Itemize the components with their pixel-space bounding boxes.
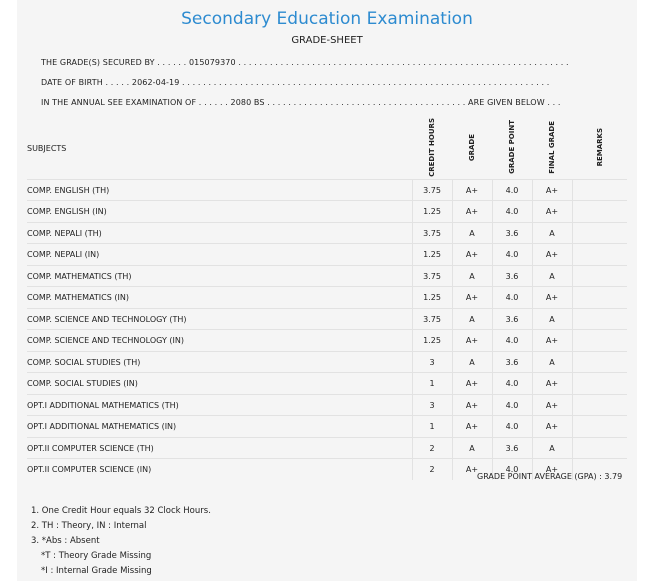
grade-point-cell: 3.6 [492,351,532,373]
final-grade-cell: A [532,308,572,330]
credit-hours-cell: 1.25 [412,330,452,352]
credit-hours-cell: 3.75 [412,222,452,244]
grade-cell: A [452,437,492,459]
subject-cell: COMP. SOCIAL STUDIES (IN) [27,373,412,395]
remarks-cell [572,437,627,459]
credit-hours-cell: 1.25 [412,244,452,266]
notes-list [31,504,211,579]
grade-cell: A [452,222,492,244]
credit-hours-cell: 3 [412,351,452,373]
remarks-cell [572,222,627,244]
subject-cell: COMP. SOCIAL STUDIES (TH) [27,351,412,373]
remarks-cell [572,394,627,416]
grade-cell: A+ [452,201,492,223]
subject-cell: OPT.I ADDITIONAL MATHEMATICS (TH) [27,394,412,416]
remarks-cell [572,201,627,223]
credit-hours-cell: 1 [412,416,452,438]
grade-cell: A [452,308,492,330]
grade-point-cell: 3.6 [492,437,532,459]
gpa-summary: GRADE POINT AVERAGE (GPA) : 3.79 [477,472,623,481]
credit-hours-cell: 2 [412,459,452,481]
final-grade-cell: A [532,437,572,459]
grade-point-cell: 4.0 [492,330,532,352]
grade-point-cell: 4.0 [492,459,532,481]
grade-point-cell: 4.0 [492,244,532,266]
grade-header: GRADE [468,133,476,162]
final-grade-cell: A+ [532,179,572,201]
final-grade-cell: A+ [532,394,572,416]
table-row [27,287,627,309]
grade-point-cell: 4.0 [492,201,532,223]
subject-cell: COMP. ENGLISH (TH) [27,179,412,201]
examination-line: IN THE ANNUAL SEE EXAMINATION OF . . . . . . 2080 BS . . . . . . . . . . . . . . . . . . . . . . . . . . . . . . . . . . . . . . ARE GIVEN BELOW . . . [41,98,561,107]
table-row [27,330,627,352]
remarks-header: REMARKS [595,128,604,167]
grade-cell: A+ [452,287,492,309]
table-row [27,416,627,438]
subject-cell: OPT.II COMPUTER SCIENCE (IN) [27,459,412,481]
note-item: *T : Theory Grade Missing [41,551,152,561]
grade-cell: A+ [452,416,492,438]
grade-point-header: GRADE POINT [508,120,516,175]
grade-cell: A [452,265,492,287]
credit-hours-cell: 1.25 [412,287,452,309]
table-row [27,201,627,223]
grade-cell: A+ [452,373,492,395]
remarks-cell [572,308,627,330]
remarks-cell [572,287,627,309]
final-grade-cell: A+ [532,244,572,266]
date-of-birth-line: DATE OF BIRTH . . . . . 2062-04-19 . . . . . . . . . . . . . . . . . . . . . . . . . . . . . . . . . . . . . . . . . . . . . . . . . . . . . . . . . . . . . . . . . . . . . . [41,78,550,87]
credit-hours-cell: 3.75 [412,308,452,330]
final-grade-cell: A+ [532,459,572,481]
subject-cell: COMP. SCIENCE AND TECHNOLOGY (IN) [27,330,412,352]
grade-cell: A+ [452,330,492,352]
note-item: 3. *Abs : Absent [31,536,100,546]
credit-hours-cell: 2 [412,437,452,459]
credit-hours-cell: 1.25 [412,201,452,223]
credit-hours-cell: 1 [412,373,452,395]
final-grade-header: FINAL GRADE [548,121,556,174]
student-symbol-line: THE GRADE(S) SECURED BY . . . . . . 015079370 . . . . . . . . . . . . . . . . . . . . . . . . . . . . . . . . . . . . . . . . . . . . . . . . . . . . . . . . . . . . . . . [41,58,569,67]
subject-cell: COMP. MATHEMATICS (TH) [27,265,412,287]
remarks-cell [572,330,627,352]
subject-cell: COMP. SCIENCE AND TECHNOLOGY (TH) [27,308,412,330]
credit-hours-cell: 3.75 [412,179,452,201]
final-grade-cell: A+ [532,330,572,352]
grade-cell: A+ [452,244,492,266]
final-grade-cell: A [532,265,572,287]
final-grade-cell: A+ [532,416,572,438]
grade-sheet [17,0,637,581]
grade-cell: A+ [452,459,492,481]
subject-cell: COMP. NEPALI (TH) [27,222,412,244]
grade-point-cell: 3.6 [492,222,532,244]
page-title: Secondary Education Examination [181,9,473,29]
grade-cell: A+ [452,179,492,201]
table-row [27,308,627,330]
credit-hours-header: CREDIT HOURS [428,118,436,177]
final-grade-cell: A+ [532,373,572,395]
grade-cell: A [452,351,492,373]
table-row [27,244,627,266]
final-grade-cell: A+ [532,201,572,223]
table-row [27,265,627,287]
note-item: 1. One Credit Hour equals 32 Clock Hours. [31,506,211,516]
grade-point-cell: 3.6 [492,265,532,287]
subject-cell: OPT.I ADDITIONAL MATHEMATICS (IN) [27,416,412,438]
credit-hours-cell: 3 [412,394,452,416]
grade-point-cell: 4.0 [492,416,532,438]
remarks-cell [572,351,627,373]
table-row [27,373,627,395]
table-row [27,437,627,459]
note-item: 2. TH : Theory, IN : Internal [31,521,147,531]
grade-point-cell: 4.0 [492,373,532,395]
subject-cell: COMP. ENGLISH (IN) [27,201,412,223]
table-row [27,394,627,416]
remarks-cell [572,265,627,287]
final-grade-cell: A [532,351,572,373]
remarks-cell [572,373,627,395]
subject-cell: COMP. NEPALI (IN) [27,244,412,266]
final-grade-cell: A [532,222,572,244]
grade-point-cell: 4.0 [492,179,532,201]
subject-cell: OPT.II COMPUTER SCIENCE (TH) [27,437,412,459]
table-row [27,222,627,244]
grade-cell: A+ [452,394,492,416]
grades-table [27,118,627,480]
table-row [27,351,627,373]
subject-cell: COMP. MATHEMATICS (IN) [27,287,412,309]
remarks-cell [572,244,627,266]
table-row [27,179,627,201]
grade-point-cell: 3.6 [492,308,532,330]
grade-point-cell: 4.0 [492,394,532,416]
remarks-cell [572,416,627,438]
subjects-header: SUBJECTS [27,143,67,153]
remarks-cell [572,179,627,201]
grade-point-cell: 4.0 [492,287,532,309]
note-item: *I : Internal Grade Missing [41,566,152,576]
grade-sheet-heading: GRADE-SHEET [291,35,363,46]
table-header-row [27,118,627,179]
credit-hours-cell: 3.75 [412,265,452,287]
final-grade-cell: A+ [532,287,572,309]
